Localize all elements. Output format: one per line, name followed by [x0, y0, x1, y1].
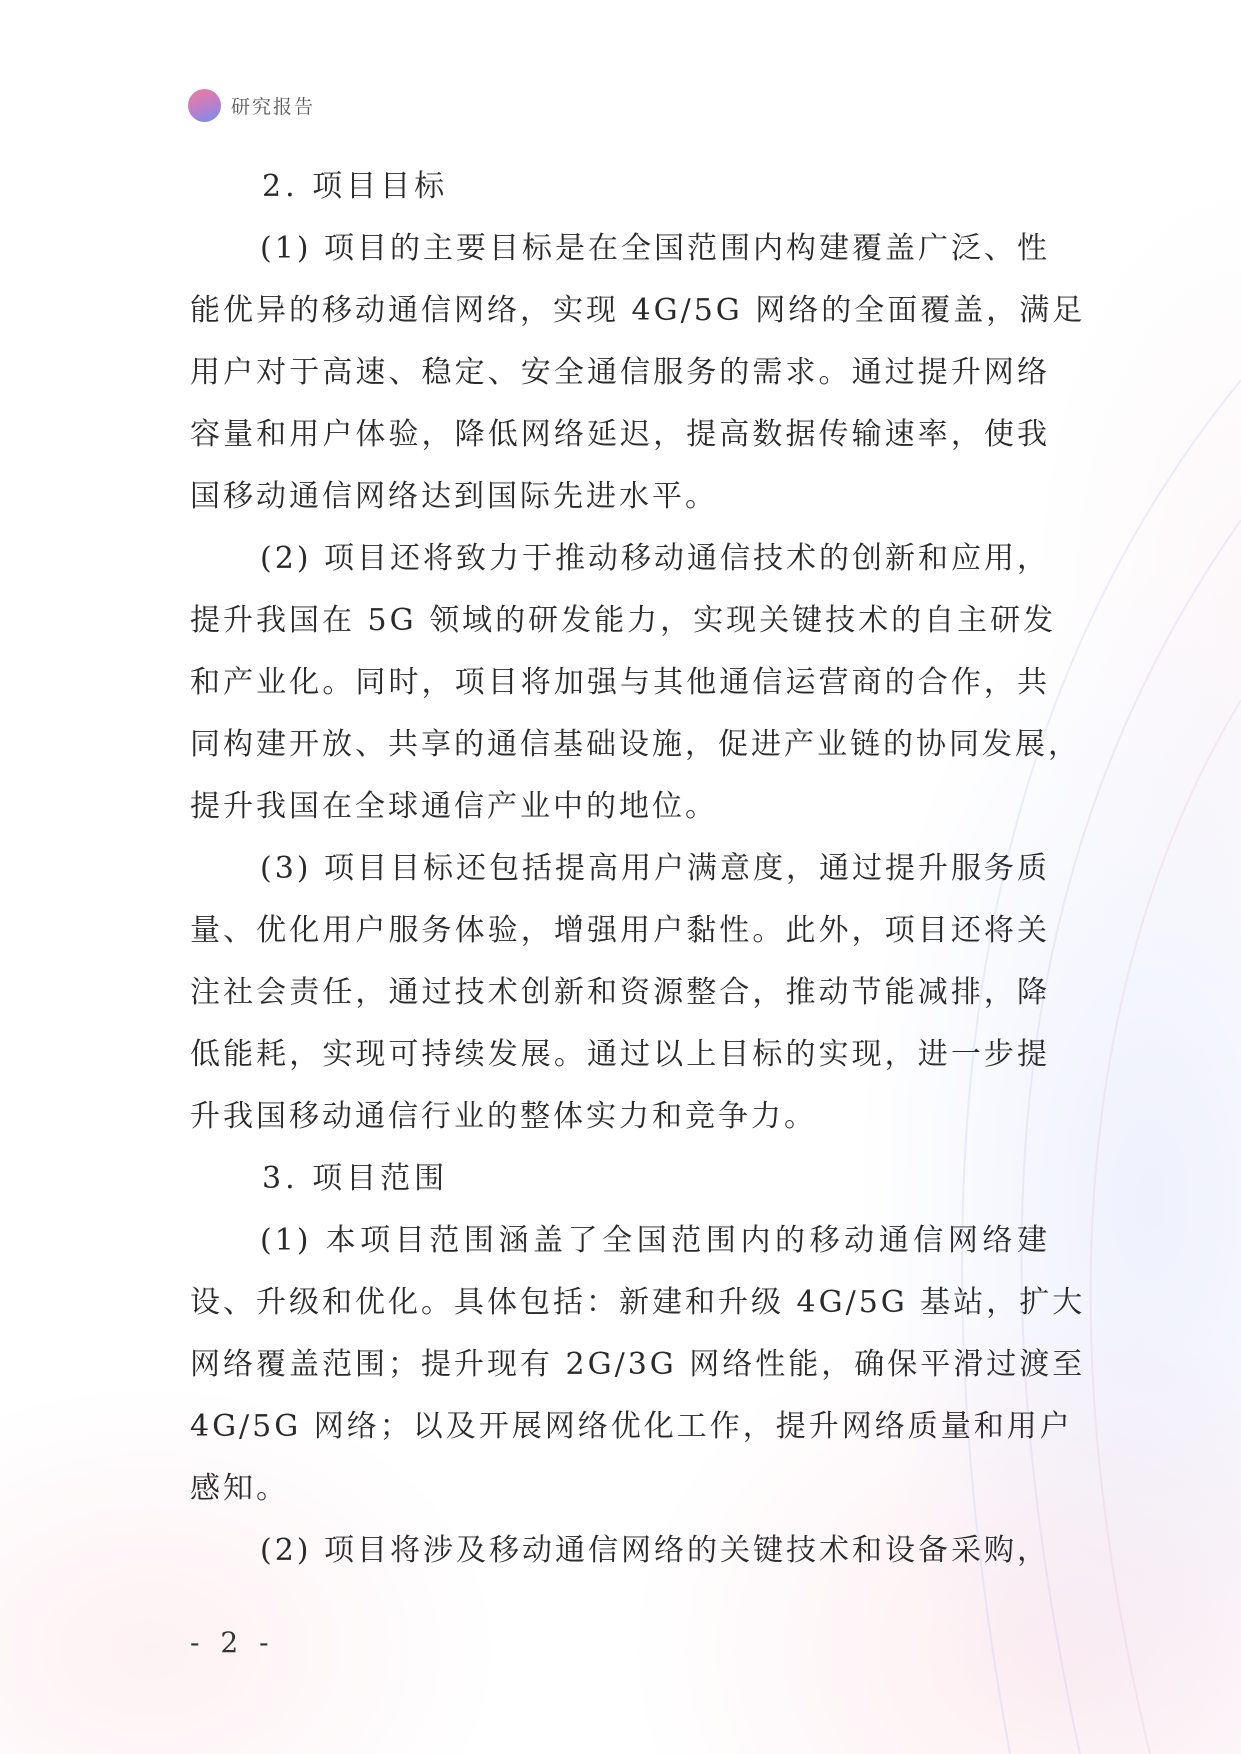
text-line: 注社会责任，通过技术创新和资源整合，推动节能减排，降	[190, 975, 1050, 1010]
text-line: 用户对于高速、稳定、安全通信服务的需求。通过提升网络	[190, 355, 1050, 390]
section-heading: 3. 项目范围	[262, 1161, 449, 1196]
text-line: 量、优化用户服务体验，增强用户黏性。此外，项目还将关	[190, 913, 1050, 948]
text-line: (2) 项目还将致力于推动移动通信技术的创新和应用，	[260, 541, 1051, 576]
report-header	[188, 88, 315, 122]
paragraph	[190, 218, 1086, 528]
header-title: 研究报告	[231, 95, 316, 118]
text-line: 和产业化。同时，项目将加强与其他通信运营商的合作，共	[190, 665, 1050, 700]
section-heading: 2. 项目目标	[262, 169, 449, 204]
document-body	[190, 156, 1086, 1582]
text-line: 设、升级和优化。具体包括：新建和升级 4G/5G 基站，扩大	[190, 1285, 1086, 1320]
text-line: (3) 项目目标还包括提高用户满意度，通过提升服务质	[260, 851, 1051, 886]
text-line: (1) 本项目范围涵盖了全国范围内的移动通信网络建	[260, 1223, 1050, 1258]
text-line: 低能耗，实现可持续发展。通过以上目标的实现，进一步提	[190, 1037, 1050, 1072]
paragraph	[190, 528, 1081, 838]
text-line: 国移动通信网络达到国际先进水平。	[190, 479, 718, 514]
text-line: (1) 项目的主要目标是在全国范围内构建覆盖广泛、性	[260, 231, 1051, 266]
text-line: (2) 项目将涉及移动通信网络的关键技术和设备采购，	[260, 1533, 1051, 1568]
paragraph	[190, 1210, 1086, 1520]
text-line: 容量和用户体验，降低网络延迟，提高数据传输速率，使我	[190, 417, 1050, 452]
logo-circle-icon	[188, 89, 221, 122]
paragraph	[190, 838, 1050, 1148]
paragraph	[190, 1520, 1050, 1582]
text-line: 提升我国在 5G 领域的研发能力，实现关键技术的自主研发	[190, 603, 1057, 638]
text-line: 同构建开放、共享的通信基础设施，促进产业链的协同发展，	[190, 727, 1081, 762]
text-line: 提升我国在全球通信产业中的地位。	[190, 789, 718, 824]
page-number: - 2 -	[190, 1626, 275, 1659]
text-line: 网络覆盖范围；提升现有 2G/3G 网络性能，确保平滑过渡至	[190, 1347, 1086, 1382]
text-line: 能优异的移动通信网络，实现 4G/5G 网络的全面覆盖，满足	[190, 293, 1086, 328]
text-line: 4G/5G 网络；以及开展网络优化工作，提升网络质量和用户	[190, 1409, 1073, 1444]
text-line: 感知。	[190, 1471, 289, 1506]
text-line: 升我国移动通信行业的整体实力和竞争力。	[190, 1099, 817, 1134]
